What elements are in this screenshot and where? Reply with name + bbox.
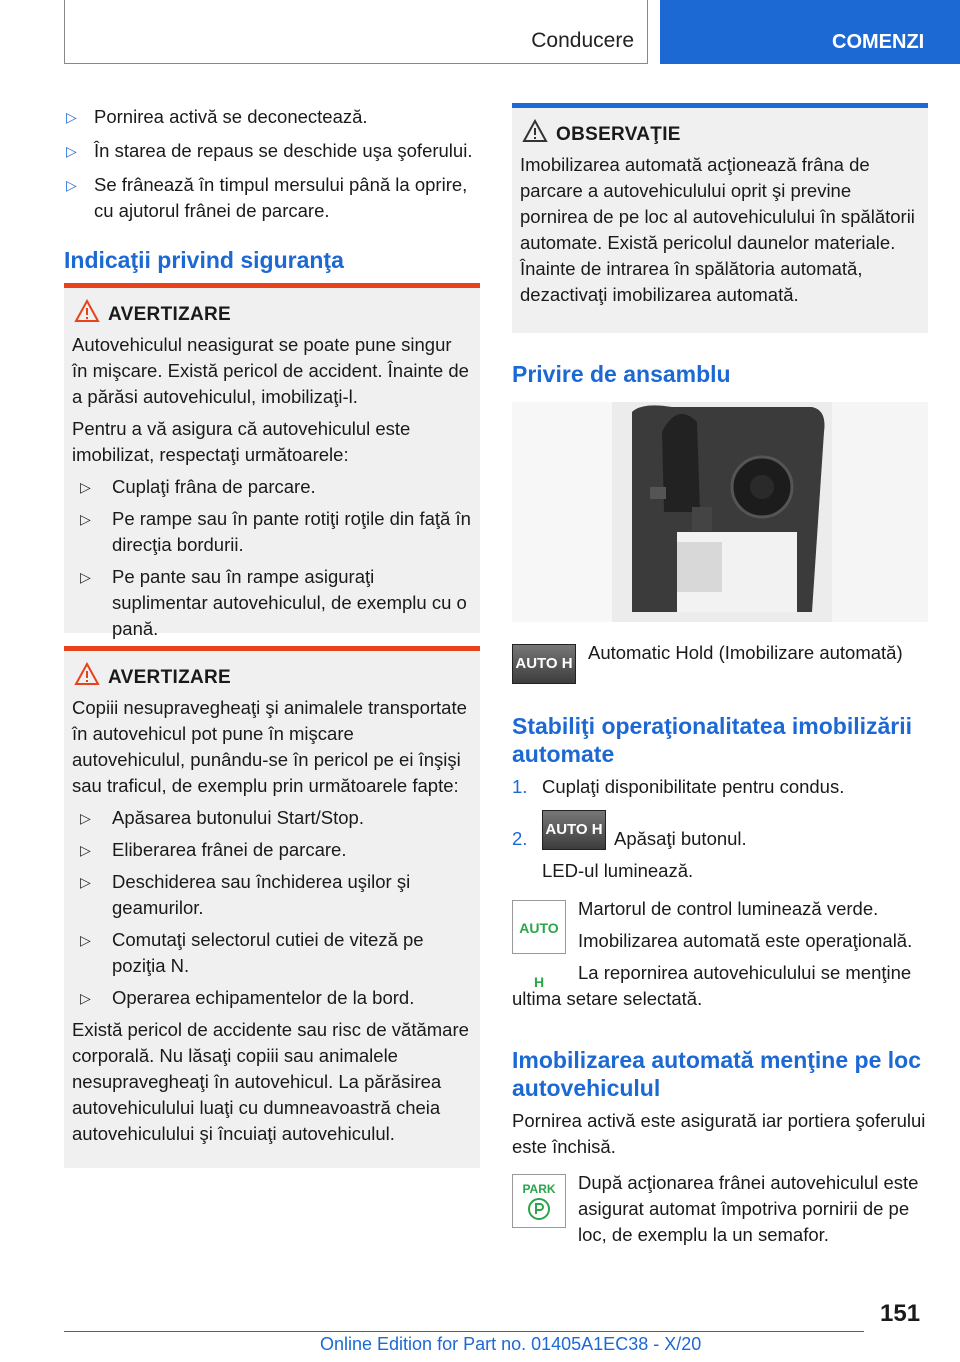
parking-p-icon (527, 1197, 551, 1221)
triangle-bullet-icon: ▷ (66, 177, 77, 193)
indicator-text-1: Martorul de control luminează verde. (578, 898, 879, 919)
warning-box-2 (64, 646, 480, 1168)
list-item: ▷ Apăsarea butonului Start/Stop. (78, 805, 472, 831)
step-text: Apăsaţi butonul. (614, 828, 747, 849)
list-item: ▷ Pe pante sau în rampe asiguraţi suplimentar autovehiculul, de exemplu cu o pană. (80, 566, 467, 639)
indicator-text-2: Imobilizarea automată este operaţională. (578, 930, 913, 951)
step-number: 2. (512, 828, 528, 849)
step-1 (512, 774, 928, 800)
triangle-bullet-icon: ▷ (66, 109, 77, 125)
list-item: ▷ Se frânează în timpul mersului până la oprire, cu ajutorul frânei de parcare. (66, 174, 468, 221)
park-label: PARK (522, 1182, 556, 1196)
list-item: ▷ Deschiderea sau închiderea uşilor şi geamurilor. (80, 871, 411, 918)
triangle-bullet-icon: ▷ (80, 479, 91, 495)
left-column (64, 104, 480, 274)
auto-hold-indicator-icon: AUTO H (512, 900, 566, 954)
warning-box-1 (64, 283, 480, 639)
step-number: 1. (512, 776, 528, 797)
note-text: Imobilizarea automată acţionează frâna de parcare a autovehiculului oprit şi previne pornirea de pe loc al autovehiculului în spălătorii automate. Există pericolul daunelor materiale. Înainte de intrarea în spălătoria automată, dezactivaţi imobilizarea automată. (520, 154, 915, 305)
header-tab[interactable]: COMENZI (660, 0, 960, 64)
list-item: ▷ În starea de repaus se deschide uşa şoferului. (64, 138, 480, 164)
auto-hold-button-icon: AUTO H (512, 644, 576, 684)
list-item: ▷ Pe rampe sau în pante rotiţi roţile din faţă în direcţia bordurii. (80, 508, 471, 555)
led-text: LED-ul luminează. (542, 860, 694, 881)
warning-text: Autovehiculul neasigurat se poate pune singur în mişcare. Există pericol de accident. Înainte de a părăsi autovehiculul, imobilizaţi-l. (72, 334, 469, 407)
warning-triangle-icon (74, 662, 100, 686)
triangle-bullet-icon: ▷ (80, 874, 91, 890)
triangle-bullet-icon: ▷ (80, 842, 91, 858)
list-item: ▷ Eliberarea frânei de parcare. (78, 837, 472, 863)
section-heading: Stabiliţi operaţionalitatea imobilizării automate (512, 713, 913, 767)
note-box (512, 103, 928, 333)
list-item: ▷ Operarea echipamentelor de la bord. (78, 985, 472, 1011)
auto-hold-button-icon: AUTO H (542, 810, 606, 850)
step-text: Cuplaţi disponibilitate pentru condus. (542, 776, 845, 797)
list-item: ▷ Comutaţi selectorul cutiei de viteză pe poziţia N. (80, 929, 424, 976)
section-heading: Indicaţii privind siguranţa (64, 247, 344, 273)
paragraph: Pornirea activă este asigurată iar portiera şoferului este închisă. (512, 1110, 926, 1157)
footer-divider (64, 1331, 864, 1332)
warning-text: Pentru a vă asigura că autovehiculul este imobilizat, respectaţi următoarele: (72, 418, 411, 465)
caution-triangle-icon (522, 119, 548, 143)
footer-edition: Online Edition for Part no. 01405A1EC38 - X/20 (320, 1334, 702, 1354)
triangle-bullet-icon: ▷ (80, 569, 91, 585)
triangle-bullet-icon: ▷ (80, 990, 91, 1006)
warning-text: Există pericol de accidente sau risc de vătămare corporală. Nu lăsaţi copiii sau animalele nesupravegheaţi în autovehicul. La părăsirea autovehiculului luaţi cu dumneavoastră cheia autovehiculului şi încuiaţi autovehiculul. (72, 1019, 469, 1144)
triangle-bullet-icon: ▷ (80, 511, 91, 527)
auto-hold-caption: Automatic Hold (Imobilizare automată) (588, 642, 903, 663)
list-item: ▷ Pornirea activă se deconectează. (64, 104, 480, 130)
park-indicator-icon (512, 1174, 566, 1228)
park-text: După acţionarea frânei autovehiculul este asigurat automat împotriva pornirii de pe loc, de exemplu la un semafor. (578, 1172, 919, 1245)
triangle-bullet-icon: ▷ (80, 810, 91, 826)
triangle-bullet-icon: ▷ (66, 143, 77, 159)
header-section: Conducere (531, 29, 634, 52)
warning-text: Copiii nesupravegheaţi şi animalele transportate în autovehicul pot pune în mişcare autovehiculul, punându-se în pericol pe ei înşişi sau traficul, de exemplu prin următoarele fapte: (72, 697, 467, 796)
note-title: OBSERVAŢIE (556, 122, 920, 148)
page-number: 151 (880, 1300, 921, 1327)
warning-title: AVERTIZARE (108, 302, 472, 328)
restart-text: La repornirea autovehiculului se menţine ultima setare selectată. (512, 962, 912, 1009)
list-item: ▷ Cuplaţi frâna de parcare. (78, 474, 472, 500)
warning-triangle-icon (74, 299, 100, 323)
center-console-image (512, 402, 928, 622)
section-heading: Imobilizarea automată menţine pe loc autovehiculul (512, 1047, 921, 1101)
triangle-bullet-icon: ▷ (80, 932, 91, 948)
section-heading: Privire de ansamblu (512, 361, 731, 387)
warning-title: AVERTIZARE (108, 665, 472, 691)
console-photo (512, 402, 928, 622)
